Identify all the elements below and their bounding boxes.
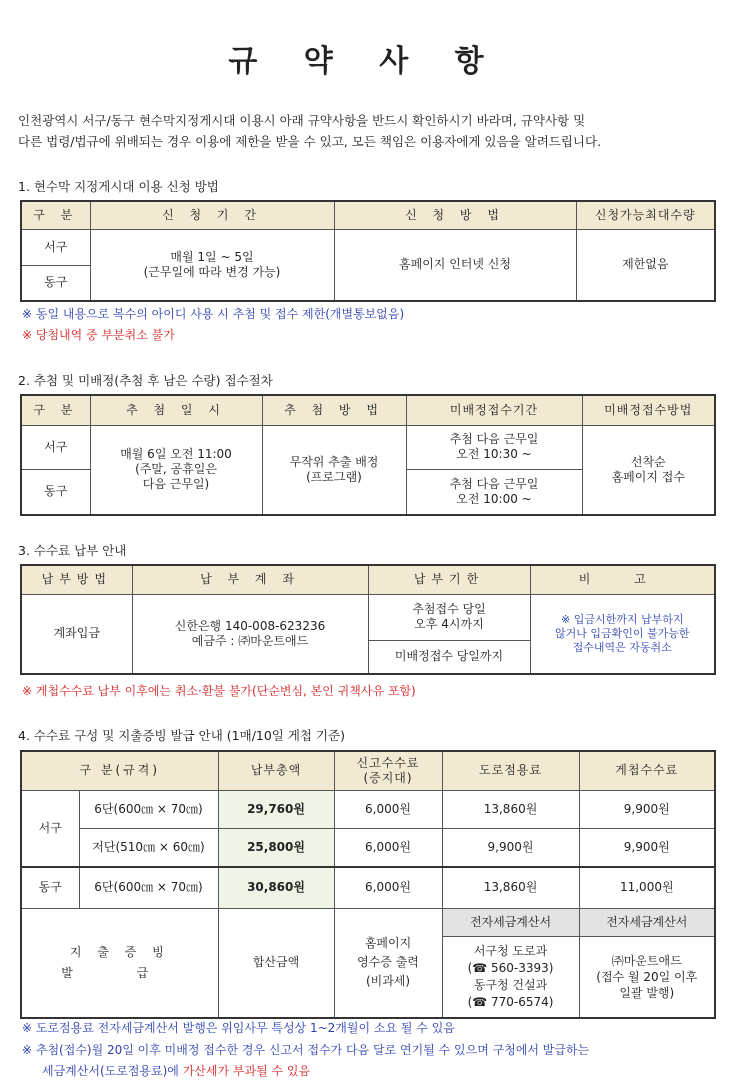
remark-line-3: 접수내역은 자동취소	[572, 640, 672, 654]
period-line-2: (근무일에 따라 변경 가능)	[143, 264, 281, 279]
application-method: 홈페이지 인터넷 신청	[334, 229, 576, 301]
fee-table	[20, 750, 716, 1019]
period-line-1: 추첨 다음 근무일	[449, 476, 539, 491]
row-seogu: 서구	[21, 790, 79, 867]
tax-invoice-header-b: 전자세금계산서	[579, 908, 715, 936]
intro-line-2: 다른 법령/법규에 위배되는 경우 이용에 제한을 받을 수 있고, 모든 책임은 이용자에게 있음을 알려드립니다.	[18, 134, 602, 149]
report-fee: 6,000원	[334, 828, 442, 867]
district-line-1: 서구청 도로과	[473, 943, 548, 958]
due-unassigned: 미배정접수 당일까지	[368, 640, 530, 674]
sum-amount: 합산금액	[218, 908, 334, 1018]
header-division: 구 분	[21, 201, 90, 229]
s1-note-2: ※ 당첨내역 중 부분취소 불가	[22, 328, 175, 342]
application-table	[20, 200, 716, 302]
report-fee-line-1: 신고수수료	[356, 755, 420, 770]
header-total: 납부총액	[218, 751, 334, 790]
pay-method: 계좌입금	[21, 594, 132, 674]
intro-line-1: 인천광역시 서구/동구 현수막지정게시대 이용시 아래 규약사항을 반드시 확인하시기 바라며, 규약사항 및	[18, 113, 586, 128]
header-report-fee	[334, 751, 442, 790]
period-line-2: 오전 10:30 ~	[456, 447, 532, 461]
posting-fee: 9,900원	[579, 790, 715, 828]
header-lottery-method: 추 첨 방 법	[262, 395, 406, 425]
s4-note-1: ※ 도로점용료 전자세금계산서 발행은 위임사무 특성상 1~2개월이 소요 될 수 있음	[22, 1021, 455, 1035]
proof-line-1: 지 출 증 빙	[69, 944, 170, 959]
road-fee: 13,860원	[442, 790, 579, 828]
district-line-3: 동구청 건설과	[473, 977, 548, 992]
due-lottery	[368, 594, 530, 640]
lottery-date	[90, 425, 262, 515]
proof-line-2: 발 급	[61, 965, 179, 980]
receipt-line-1: 홈페이지	[364, 936, 412, 951]
report-fee-line-2: (증지대)	[363, 770, 413, 785]
s4-note-2: ※ 추첨(접수)월 20일 이후 미배정 접수한 경우 신고서 접수가 다음 달로 연기될 수 있으며 구청에서 발급하는	[22, 1043, 590, 1057]
header-period: 신 청 기 간	[90, 201, 334, 229]
spec: 6단(600㎝ × 70㎝)	[79, 867, 218, 908]
header-due: 납부기한	[368, 565, 530, 594]
section-4-heading: 4. 수수료 구성 및 지출증빙 발급 안내 (1매/10일 게첩 기준)	[18, 728, 346, 743]
period-line-1: 추첨 다음 근무일	[449, 432, 539, 446]
how-line-2: 홈페이지 접수	[611, 469, 685, 484]
s3-note: ※ 게첩수수료 납부 이후에는 취소·환불 불가(단순변심, 본인 귀책사유 포함)	[22, 684, 416, 698]
company-line-2: (접수 월 20일 이후	[596, 969, 698, 984]
total-amount: 29,760원	[218, 790, 334, 828]
tax-invoice-district	[442, 936, 579, 1018]
report-fee: 6,000원	[334, 867, 442, 908]
lottery-method	[262, 425, 406, 515]
due-line-1: 추첨접수 당일	[412, 602, 486, 616]
road-fee: 9,900원	[442, 828, 579, 867]
spec: 저단(510㎝ × 60㎝)	[79, 828, 218, 867]
account-number: 신한은행 140-008-623236	[174, 618, 326, 633]
application-qty: 제한없음	[576, 229, 715, 301]
application-period	[90, 229, 334, 301]
header-unassigned-period: 미배정접수기간	[406, 395, 582, 425]
date-line-1: 매월 6일 오전 11:00	[120, 447, 232, 462]
method-line-1: 무작위 추출 배정	[289, 454, 379, 469]
how-line-1: 선착순	[630, 454, 666, 469]
header-max-qty: 신청가능최대수량	[576, 201, 715, 229]
date-line-3: 다음 근무일)	[142, 477, 210, 492]
tax-invoice-company	[579, 936, 715, 1018]
payment-remarks	[530, 594, 715, 674]
note-3-part-b: 가산세가 부과될 수 있음	[182, 1064, 311, 1078]
header-account: 납 부 계 좌	[132, 565, 368, 594]
payment-table	[20, 564, 716, 675]
posting-fee: 9,900원	[579, 828, 715, 867]
note-3-part-a: 세금계산서(도로점용료)에	[42, 1064, 183, 1078]
header-road-fee: 도로점용료	[442, 751, 579, 790]
report-fee: 6,000원	[334, 790, 442, 828]
account-holder: 예금주 : ㈜마운트애드	[191, 633, 309, 648]
lottery-table	[20, 394, 716, 516]
remark-line-1: ※ 입금시한까지 납부하지	[561, 612, 684, 626]
remark-line-2: 않거나 입금확인이 불가능한	[554, 626, 690, 640]
row-donggu: 동구	[21, 867, 79, 908]
header-unassigned-method: 미배정접수방법	[582, 395, 715, 425]
row-donggu: 동구	[21, 469, 90, 515]
row-seogu: 서구	[21, 425, 90, 469]
period-line-2: 오전 10:00 ~	[456, 491, 532, 506]
unassigned-period-seogu	[406, 425, 582, 469]
district-line-4: (☎ 770-6574)	[467, 994, 554, 1009]
intro-text	[18, 110, 718, 152]
header-remarks: 비 고	[530, 565, 715, 594]
proof-label	[21, 908, 218, 1018]
road-fee: 13,860원	[442, 867, 579, 908]
unassigned-method	[582, 425, 715, 515]
s1-note-1: ※ 동일 내용으로 복수의 아이디 사용 시 추첨 및 접수 제한(개별통보없음)	[22, 307, 405, 321]
header-lottery-date: 추 첨 일 시	[90, 395, 262, 425]
due-line-2: 오후 4시까지	[414, 617, 484, 631]
company-line-1: ㈜마운트애드	[611, 953, 682, 968]
total-amount: 30,860원	[218, 867, 334, 908]
row-donggu: 동구	[21, 265, 90, 301]
section-3-heading: 3. 수수료 납부 안내	[18, 543, 127, 558]
method-line-2: (프로그램)	[306, 469, 362, 484]
tax-invoice-header-a: 전자세금계산서	[442, 908, 579, 936]
total-amount: 25,800원	[218, 828, 334, 867]
section-2-heading: 2. 추첨 및 미배정(추첨 후 남은 수량) 접수절차	[18, 373, 273, 388]
s4-note-3	[42, 1062, 310, 1079]
page-title: 규 약 사 항	[228, 44, 502, 79]
header-method: 신 청 방 법	[334, 201, 576, 229]
posting-fee: 11,000원	[579, 867, 715, 908]
receipt-line-3: (비과세)	[365, 974, 411, 989]
company-line-3: 일괄 발행)	[619, 985, 675, 1000]
receipt-line-2: 영수증 출력	[357, 955, 419, 970]
spec: 6단(600㎝ × 70㎝)	[79, 790, 218, 828]
district-line-2: (☎ 560-3393)	[467, 960, 554, 975]
section-1-heading: 1. 현수막 지정게시대 이용 신청 방법	[18, 179, 219, 194]
header-posting-fee: 게첩수수료	[579, 751, 715, 790]
row-seogu: 서구	[21, 229, 90, 265]
header-kind: 구 분(규격)	[21, 751, 218, 790]
header-division: 구 분	[21, 395, 90, 425]
period-line-1: 매월 1일 ~ 5일	[170, 249, 254, 264]
homepage-receipt	[334, 908, 442, 1018]
bank-account	[132, 594, 368, 674]
unassigned-period-donggu	[406, 469, 582, 515]
date-line-2: (주말, 공휴일은	[135, 462, 217, 477]
header-pay-method: 납부방법	[21, 565, 132, 594]
